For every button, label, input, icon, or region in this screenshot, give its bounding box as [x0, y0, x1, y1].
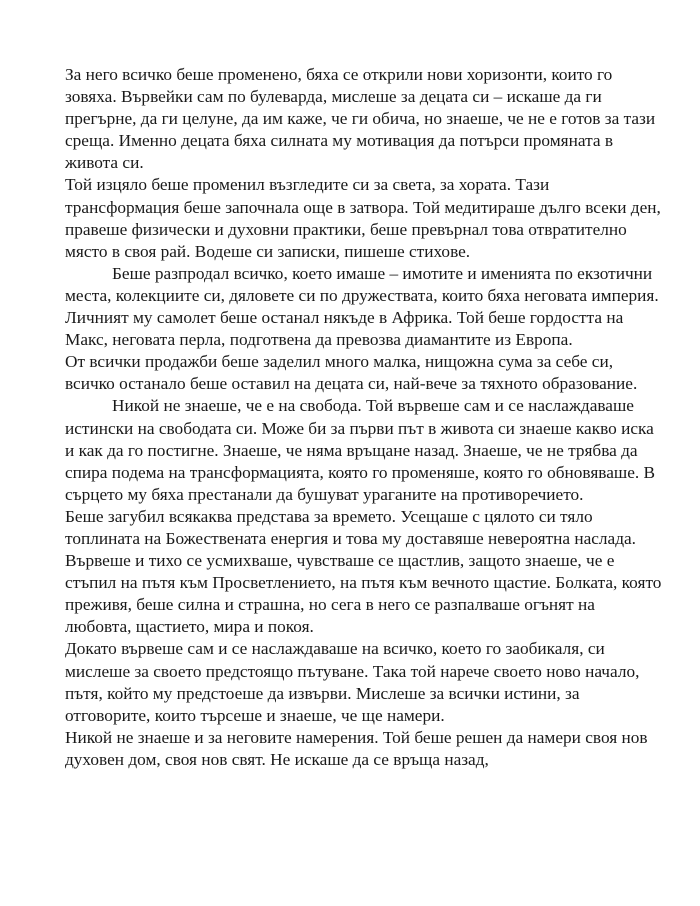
document-body	[65, 64, 665, 771]
paragraph-7: Докато вървеше сам и се наслаждаваше на всичко, което го заобикаля, си мислеше за своето предстоящо пътуване. Така той нарече своето ново начало, пътя, който му предстоеше да извърви. Мислеше за всички истини, за отговорите, които търсеше и знаеше, че ще намери.	[65, 639, 640, 725]
paragraph-4: От всички продажби беше заделил много малка, нищожна сума за себе си, всичко останало беше оставил на децата си, най-вече за тяхното образование.	[65, 352, 638, 394]
paragraph-8: Никой не знаеше и за неговите намерения. Той беше решен да намери своя нов духовен дом, своя нов свят. Не искаше да се връща назад,	[65, 727, 648, 769]
paragraph-5: Никой не знаеше, че е на свобода. Той вървеше сам и се наслаждаваше истински на свободата си. Може би за първи път в живота си знаеше какво иска и как да го постигне. Знаеше, че няма връщане назад. Знаеше, че не трябва да спира подема на трансформацията, която го променяше, която го обновяваше. В сърцето му бяха престанали да бушуват ураганите на противоречието.	[65, 396, 656, 504]
paragraph-1: За него всичко беше променено, бяха се открили нови хоризонти, които го зовяха. Вървейки сам по булеварда, мислеше за децата си – искаше да ги прегърне, да ги целуне, да им каже, че ги обича, но знаеше, че не е готов за тази среща. Именно децата бяха силната му мотивация да потърси промяната в живота си.	[65, 65, 656, 173]
paragraph-6: Беше загубил всякаква представа за времето. Усещаше с цялото си тяло топлината на Божествената енергия и това му доставяше невероятна наслада. Вървеше и тихо се усмихваше, чувстваше се щастлив, защото знаеше, че е стъпил на пътя към Просветлението, на пътя към вечното щастие. Болката, която преживя, беше силна и страшна, но сега в него се разпалваше огънят на любовта, щастието, мира и покоя.	[65, 506, 662, 637]
paragraph-2: Той изцяло беше променил възгледите си за света, за хората. Тази трансформация беше започнала още в затвора. Той медитираше дълго всеки ден, правеше физически и духовни практики, беше превърнал това отвратително място в своя рай. Водеше си записки, пишеше стихове.	[65, 175, 661, 261]
paragraph-3: Беше разпродал всичко, което имаше – имотите и именията по екзотични места, колекциите си, дяловете си по дружествата, които бяха неговата империя. Личният му самолет беше останал някъде в Африка. Той беше гордостта на Макс, неговата перла, подготвена да превозва диамантите из Европа.	[65, 263, 659, 350]
